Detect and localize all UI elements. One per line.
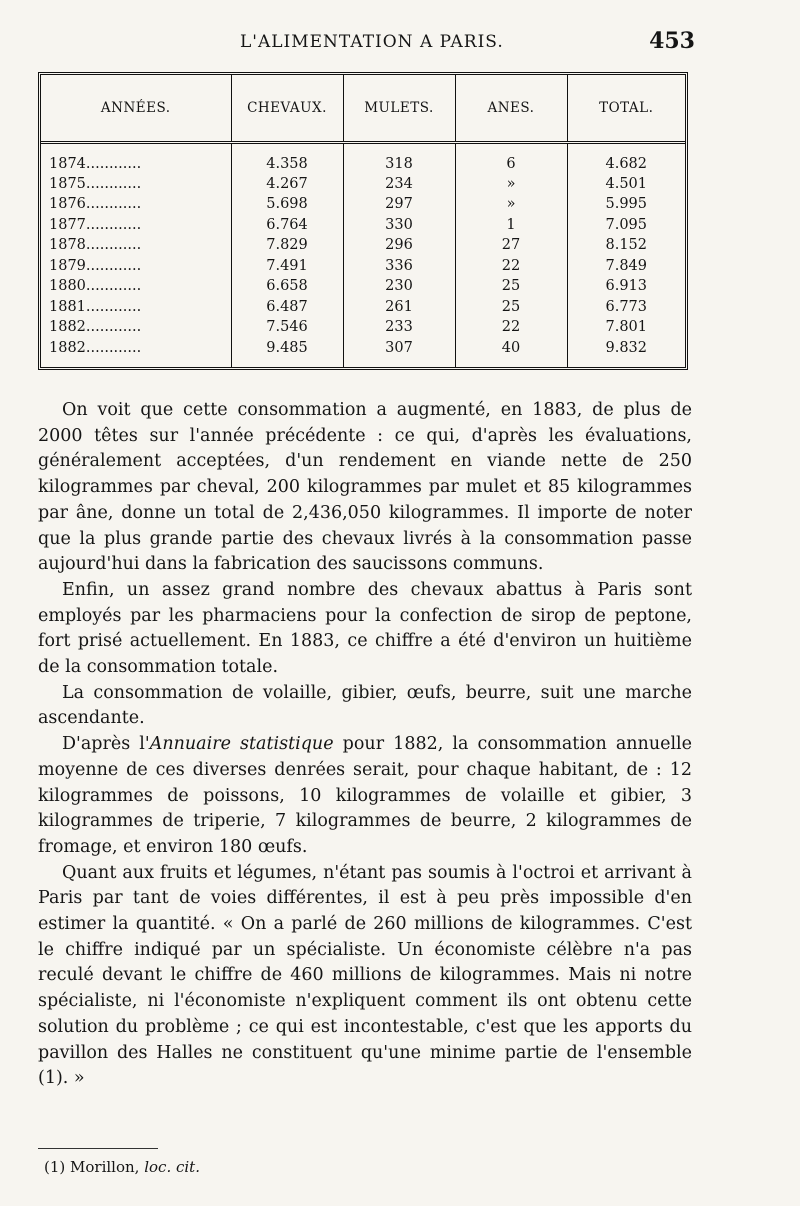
cell-year: 1881............ — [49, 298, 142, 315]
table-row — [41, 194, 685, 214]
cell-mulets: 234 — [343, 174, 455, 194]
page-header — [35, 28, 695, 58]
cell-mulets: 307 — [343, 337, 455, 357]
cell-chevaux: 7.829 — [231, 235, 343, 255]
cell-total: 9.832 — [567, 337, 685, 357]
paragraph-fruits-vegetables: Quant aux fruits et légumes, n'étant pas soumis à l'octroi et arrivant à Paris par tant de voies différentes, il est à peu près impossible d'en estimer la quantité. « On a parlé de 260 millions de kilogrammes. C'est le chiffre indiqué par un spécialiste. Un économiste célèbre n'a pas reculé devant le chiffre de 460 millions de kilogrammes. Mais ni notre spécialiste, ni l'économiste n'expliquent comment ils ont obtenu cette solution du problème ; ce qui est incontestable, c'est que les apports du pavillon des Halles ne constituent qu'une minime partie de l'ensemble (1). » — [38, 862, 692, 1089]
cell-anes: 27 — [455, 235, 567, 255]
annuaire-rest: pour 1882, la consommation annuelle moyenne de ces diverses denrées serait, pour chaque habitant, de : 12 kilogrammes de poissons, 10 kilogrammes de volaille et gibier, 3 kilogrammes de triperie, 7 kilogrammes de beurre, 2 kilogrammes de fromage, et environ 180 œufs. — [38, 734, 693, 857]
cell-chevaux: 7.546 — [231, 317, 343, 337]
cell-total: 8.152 — [567, 235, 685, 255]
annuaire-lead: D'après l' — [62, 734, 150, 755]
cell-mulets: 233 — [343, 317, 455, 337]
table-row — [41, 215, 685, 235]
table-row — [41, 235, 685, 255]
cell-anes: 6 — [455, 153, 567, 173]
footnote-citation: loc. cit. — [144, 1158, 200, 1176]
table-row — [41, 296, 685, 316]
table-spacer-row — [41, 358, 685, 367]
footnote — [44, 1158, 200, 1176]
cell-total: 7.801 — [567, 317, 685, 337]
column-header-chevaux: CHEVAUX. — [231, 75, 343, 143]
cell-mulets: 296 — [343, 235, 455, 255]
body-text — [38, 398, 692, 1092]
table-spacer-row — [41, 143, 685, 154]
cell-total: 7.849 — [567, 256, 685, 276]
cell-year: 1877............ — [49, 216, 142, 233]
cell-year: 1874............ — [49, 155, 142, 172]
paragraph-consumption-increase: On voit que cette consommation a augmenté, en 1883, de plus de 2000 têtes sur l'année précédente : ce qui, d'après les évaluations, généralement acceptées, d'un rendement en viande nette de 250 kilogrammes par cheval, 200 kilogrammes par mulet et 85 kilogrammes par âne, donne un total de 2,436,050 kilogrammes. Il importe de noter que la plus grande partie des chevaux livrés à la consommation passe aujourd'hui dans la fabrication des saucissons communs. — [38, 400, 692, 575]
cell-chevaux: 9.485 — [231, 337, 343, 357]
column-header-total: TOTAL. — [567, 75, 685, 143]
table-row — [41, 317, 685, 337]
cell-chevaux: 7.491 — [231, 256, 343, 276]
cell-year: 1879............ — [49, 257, 142, 274]
cell-anes: 22 — [455, 317, 567, 337]
table-row — [41, 276, 685, 296]
column-header-mulets: MULETS. — [343, 75, 455, 143]
cell-mulets: 336 — [343, 256, 455, 276]
table-row — [41, 256, 685, 276]
cell-chevaux: 4.358 — [231, 153, 343, 173]
cell-anes: » — [455, 174, 567, 194]
cell-year: 1875............ — [49, 175, 142, 192]
cell-anes: 22 — [455, 256, 567, 276]
cell-chevaux: 5.698 — [231, 194, 343, 214]
table-row — [41, 337, 685, 357]
table-header-row — [41, 75, 685, 143]
paragraph-poultry: La consommation de volaille, gibier, œufs, beurre, suit une marche ascendante. — [38, 682, 692, 729]
cell-chevaux: 6.487 — [231, 296, 343, 316]
cell-total: 6.773 — [567, 296, 685, 316]
cell-mulets: 297 — [343, 194, 455, 214]
horse-consumption-table — [38, 72, 688, 370]
footnote-divider — [38, 1148, 158, 1149]
cell-mulets: 318 — [343, 153, 455, 173]
cell-chevaux: 6.764 — [231, 215, 343, 235]
annuaire-title: Annuaire statistique — [149, 734, 334, 755]
paragraph-pharmacists: Enfin, un assez grand nombre des chevaux abattus à Paris sont employés par les pharmaciens pour la confection de sirop de peptone, fort prisé actuellement. En 1883, ce chiffre a été d'environ un huitième de la consommation totale. — [38, 579, 692, 678]
cell-mulets: 261 — [343, 296, 455, 316]
cell-anes: 1 — [455, 215, 567, 235]
cell-mulets: 330 — [343, 215, 455, 235]
running-title: L'ALIMENTATION A PARIS. — [240, 32, 504, 52]
cell-total: 4.501 — [567, 174, 685, 194]
cell-year: 1882............ — [49, 339, 142, 356]
cell-anes: 25 — [455, 296, 567, 316]
table-row — [41, 174, 685, 194]
cell-anes: » — [455, 194, 567, 214]
cell-chevaux: 6.658 — [231, 276, 343, 296]
paragraph-annuaire — [38, 732, 692, 861]
cell-anes: 40 — [455, 337, 567, 357]
cell-anes: 25 — [455, 276, 567, 296]
cell-year: 1882............ — [49, 319, 142, 336]
table — [41, 75, 685, 367]
cell-mulets: 230 — [343, 276, 455, 296]
cell-year: 1876............ — [49, 196, 142, 213]
cell-total: 7.095 — [567, 215, 685, 235]
cell-total: 6.913 — [567, 276, 685, 296]
cell-total: 4.682 — [567, 153, 685, 173]
cell-year: 1878............ — [49, 237, 142, 254]
column-header-anes: ANES. — [455, 75, 567, 143]
cell-total: 5.995 — [567, 194, 685, 214]
footnote-label: (1) Morillon, — [44, 1158, 140, 1176]
cell-chevaux: 4.267 — [231, 174, 343, 194]
cell-year: 1880............ — [49, 278, 142, 295]
page-number: 453 — [649, 28, 695, 54]
column-header-annees: ANNÉES. — [41, 75, 231, 143]
table-row — [41, 153, 685, 173]
